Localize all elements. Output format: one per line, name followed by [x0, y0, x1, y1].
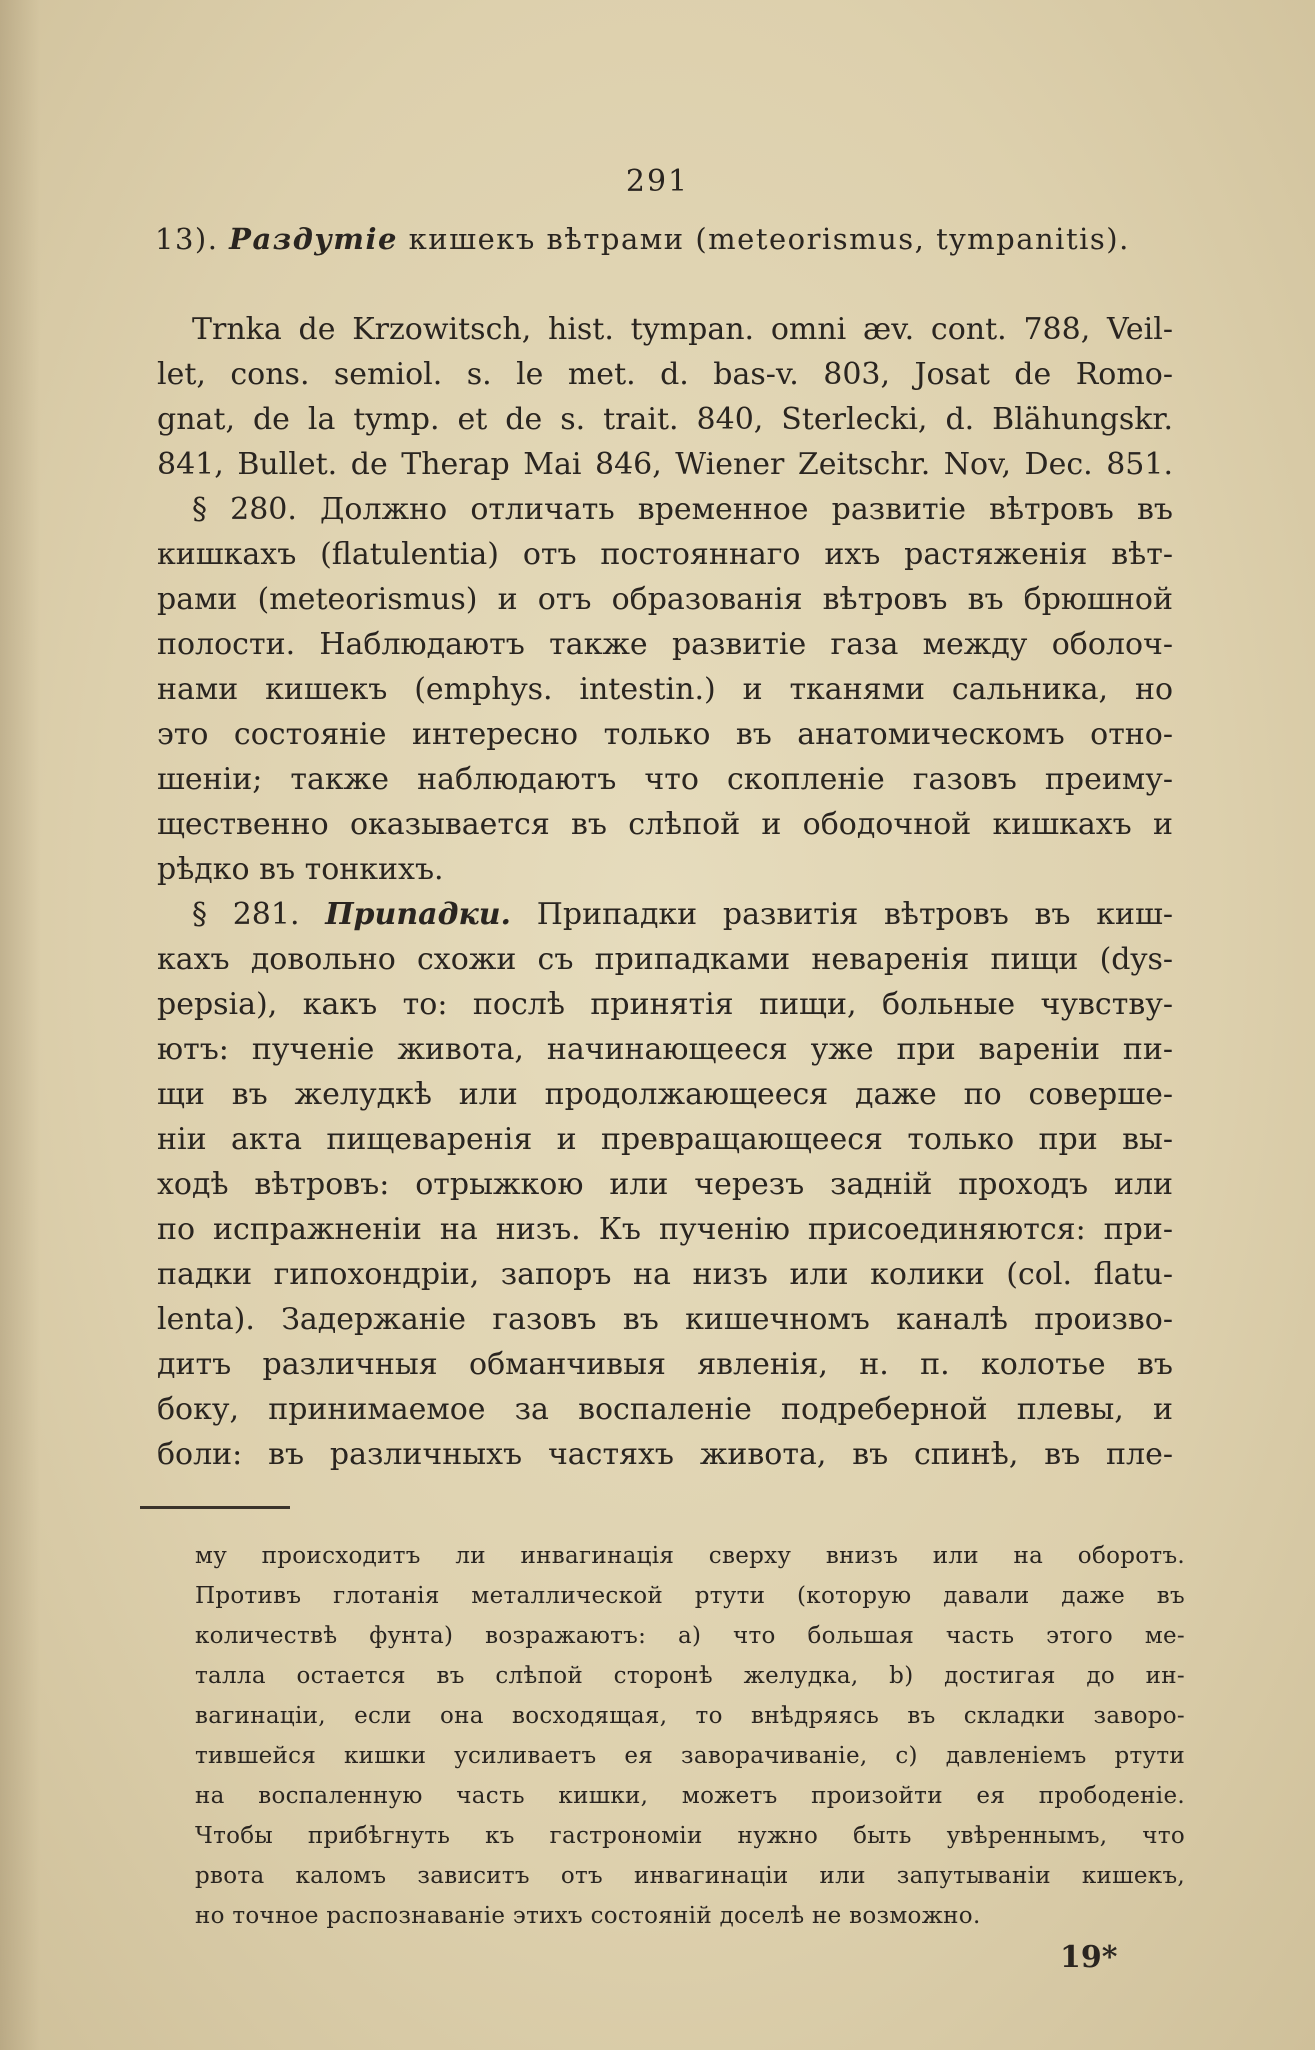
paragraph-281-number: § 281. [192, 897, 300, 932]
footnote-line: Чтобы прибѣгнуть къ гастрономіи нужно быть увѣреннымъ, что [195, 1823, 1185, 1849]
page-number: 291 [625, 164, 690, 199]
section-title-rest: кишекъ вѣтрами (meteorismus, tympanitis). [408, 222, 1130, 256]
signature-mark: 19* [1060, 1940, 1118, 1975]
footnote-line: но точное распознаваніе этихъ состояній доселѣ не возможно. [195, 1903, 981, 1929]
footnote-line: вагинаціи, если она восходящая, то внѣдряясь въ складки заворо- [195, 1703, 1185, 1729]
paragraph-281-line: дитъ различныя обманчивыя явленія, н. п. колотье въ [157, 1347, 1173, 1382]
paragraph-281-line: по испражненіи на низъ. Къ пученію присоединяются: при- [157, 1212, 1173, 1247]
paragraph-280-line: это состояніе интересно только въ анатомическомъ отно- [157, 717, 1173, 752]
paragraph-281-line: боли: въ различныхъ частяхъ живота, въ спинѣ, въ пле- [157, 1437, 1173, 1472]
bibliography-line: 841, Bullet. de Therap Mai 846, Wiener Zeitschr. Nov, Dec. 851. [157, 447, 1173, 482]
paragraph-280-line: полости. Наблюдаютъ также развитіе газа между оболоч- [157, 627, 1173, 662]
section-heading [155, 222, 1175, 256]
footnote-line: му происходитъ ли инвагинація сверху внизъ или на оборотъ. [195, 1543, 1185, 1569]
paragraph-281-line: щи въ желудкѣ или продолжающееся даже по соверше- [157, 1077, 1173, 1112]
paragraph-281-first-text: Припадки развитія вѣтровъ въ киш- [536, 897, 1173, 932]
paragraph-280-line: рѣдко въ тонкихъ. [157, 852, 444, 887]
paragraph-281-first-line [157, 893, 1173, 937]
paragraph-281-line: падки гипохондріи, запоръ на низъ или колики (col. flatu- [157, 1257, 1173, 1292]
paragraph-280-line: § 280. Должно отличать временное развитіе вѣтровъ въ [192, 492, 1173, 527]
bibliography-line: Trnka de Krzowitsch, hist. tympan. omni æv. cont. 788, Veil- [192, 312, 1173, 347]
paragraph-281-title: Припадки. [325, 897, 512, 932]
bibliography-line: gnat, de la tymp. et de s. trait. 840, Sterlecki, d. Blähungskr. [157, 402, 1173, 437]
paragraph-280-line: нами кишекъ (emphys. intestin.) и тканями сальника, но [157, 672, 1173, 707]
paragraph-281-line: боку, принимаемое за воспаленіе подреберной плевы, и [157, 1392, 1173, 1427]
paragraph-281-line: lenta). Задержаніе газовъ въ кишечномъ каналѣ произво- [157, 1302, 1173, 1337]
section-title: Раздутіе [229, 222, 398, 256]
footnote-line: количествѣ фунта) возражаютъ: а) что большая часть этого ме- [195, 1623, 1185, 1649]
bibliography-line: let, cons. semiol. s. le met. d. bas-v. 803, Josat de Romo- [157, 357, 1173, 392]
binding-shadow [0, 0, 40, 2050]
footnote-line: тившейся кишки усиливаетъ ея заворачиваніе, с) давленіемъ ртути [195, 1743, 1185, 1769]
footnote-line: рвота каломъ зависитъ отъ инвагинаціи или запутываніи кишекъ, [195, 1863, 1185, 1889]
section-number: 13). [155, 222, 219, 256]
paragraph-281-line: pepsia), какъ то: послѣ принятія пищи, больные чувству- [157, 987, 1173, 1022]
paragraph-280-line: щественно оказывается въ слѣпой и ободочной кишкахъ и [157, 807, 1173, 842]
footnote-divider [140, 1506, 290, 1509]
paragraph-281-line: ютъ: пученіе живота, начинающееся уже при вареніи пи- [157, 1032, 1173, 1067]
paragraph-280-line: шеніи; также наблюдаютъ что скопленіе газовъ преиму- [157, 762, 1173, 797]
paragraph-280-line: кишкахъ (flatulentia) отъ постояннаго ихъ растяженія вѣт- [157, 537, 1173, 572]
paragraph-281-line: ходѣ вѣтровъ: отрыжкою или черезъ заднiй проходъ или [157, 1167, 1173, 1202]
paragraph-281-line: ніи акта пищеваренія и превращающееся только при вы- [157, 1122, 1173, 1157]
footnote-line: на воспаленную часть кишки, можетъ произойти ея прободеніе. [195, 1783, 1185, 1809]
footnote-line: талла остается въ слѣпой сторонѣ желудка, b) достигая до ин- [195, 1663, 1185, 1689]
paragraph-281-line: кахъ довольно схожи съ припадками неваренія пищи (dys- [157, 942, 1173, 977]
paragraph-280-line: рами (meteorismus) и отъ образованія вѣтровъ въ брюшной [157, 582, 1173, 617]
footnote-line: Противъ глотанія металлической ртути (которую давали даже въ [195, 1583, 1185, 1609]
